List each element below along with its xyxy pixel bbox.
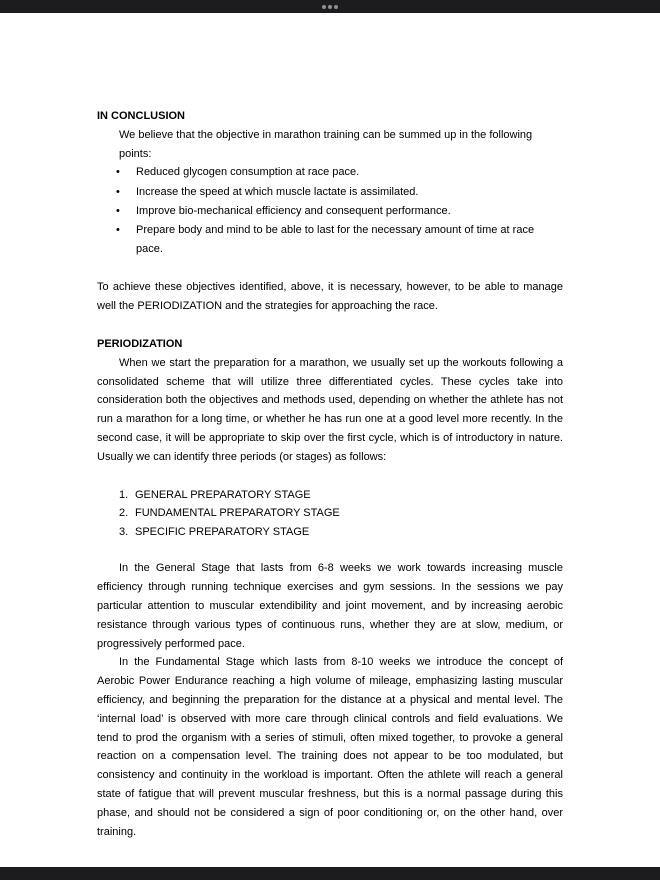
list-item <box>97 504 563 523</box>
conclusion-intro: We believe that the objective in marathon training can be summed up in the following points: <box>119 128 533 160</box>
list-number: 3. <box>119 525 129 538</box>
list-item <box>97 183 563 202</box>
dot <box>322 5 326 9</box>
heading-periodization: PERIODIZATION <box>97 338 183 350</box>
general-stage-paragraph: In the General Stage that lasts from 6-8 weeks we work towards increasing muscle efficiency through running technique exercises and gym sessions. In the sessions we pay particular attention to muscular extendibility and joint movement, and by increasing aerobic resistance through various types of continuous runs, whether they are at slow, medium, or progressively performed pace. <box>97 562 563 650</box>
bullet-text: Increase the speed at which muscle lactate is assimilated. <box>136 185 419 198</box>
bullet-icon: • <box>116 224 120 236</box>
fundamental-stage-paragraph: In the Fundamental Stage which lasts from 8-10 weeks we introduce the concept of Aerobic Power Endurance reaching a high volume of mileage, emphasizing lasting muscular efficiency, and beginning the preparation for the distance at a physical and mental level. The ‘internal load’ is observed with more care through clinical controls and field evaluations. We tend to prod the organism with a series of stimuli, often mixed together, to provoke a general reaction on a compensation level. The training does not appear to be too modulated, but consistency and continuity in the workload is important. Often the athlete will reach a general state of fatigue that will prevent muscular freshness, but this is a normal passage during this phase, and should not be considered a sign of poor conditioning or, on the other hand, over training. <box>97 656 563 838</box>
spacer <box>97 259 563 278</box>
dot <box>334 5 338 9</box>
periodization-paragraph: When we start the preparation for a marathon, we usually set up the workouts following a consolidated scheme that will utilize three differentiated cycles. These cycles take into consideration both the objectives and methods used, depending on whether the athlete has not run a marathon for a long time, or whether he has run one at a good level more recently. In the second case, it will be appropriate to skip over the first cycle, which is of introductory in nature. Usually we can identify three periods (or stages) as follows: <box>97 356 563 463</box>
bullet-icon: • <box>116 166 120 179</box>
dot <box>328 5 332 9</box>
stage-label: SPECIFIC PREPARATORY STAGE <box>135 525 310 538</box>
list-item <box>97 523 563 542</box>
list-item <box>97 486 563 505</box>
spacer <box>97 467 563 486</box>
bullet-icon: • <box>116 185 120 198</box>
list-number: 1. <box>119 488 129 501</box>
window-bottom-bar <box>0 867 660 880</box>
bullet-text: Improve bio-mechanical efficiency and consequent performance. <box>136 204 451 217</box>
window-top-bar <box>0 0 660 13</box>
bullet-text: Reduced glycogen consumption at race pace. <box>136 166 360 179</box>
conclusion-closing-paragraph: To achieve these objectives identified, above, it is necessary, however, to be able to manage well the PERIODIZATION and the strategies for approaching the race. <box>97 281 563 313</box>
list-number: 2. <box>119 507 129 520</box>
list-item <box>97 163 563 182</box>
heading-in-conclusion: IN CONCLUSION <box>97 110 185 122</box>
list-item <box>97 221 563 259</box>
spacer <box>97 316 563 335</box>
stage-label: GENERAL PREPARATORY STAGE <box>135 488 311 501</box>
stages-numbered-list <box>97 486 563 542</box>
document-page <box>97 107 563 841</box>
spacer <box>97 541 563 559</box>
list-item <box>97 202 563 221</box>
conclusion-bullet-list <box>97 163 563 259</box>
more-dots-icon[interactable] <box>322 5 338 9</box>
bullet-icon: • <box>116 204 120 217</box>
stage-label: FUNDAMENTAL PREPARATORY STAGE <box>135 507 340 520</box>
bullet-text: Prepare body and mind to be able to last for the necessary amount of time at race pace. <box>136 224 535 256</box>
